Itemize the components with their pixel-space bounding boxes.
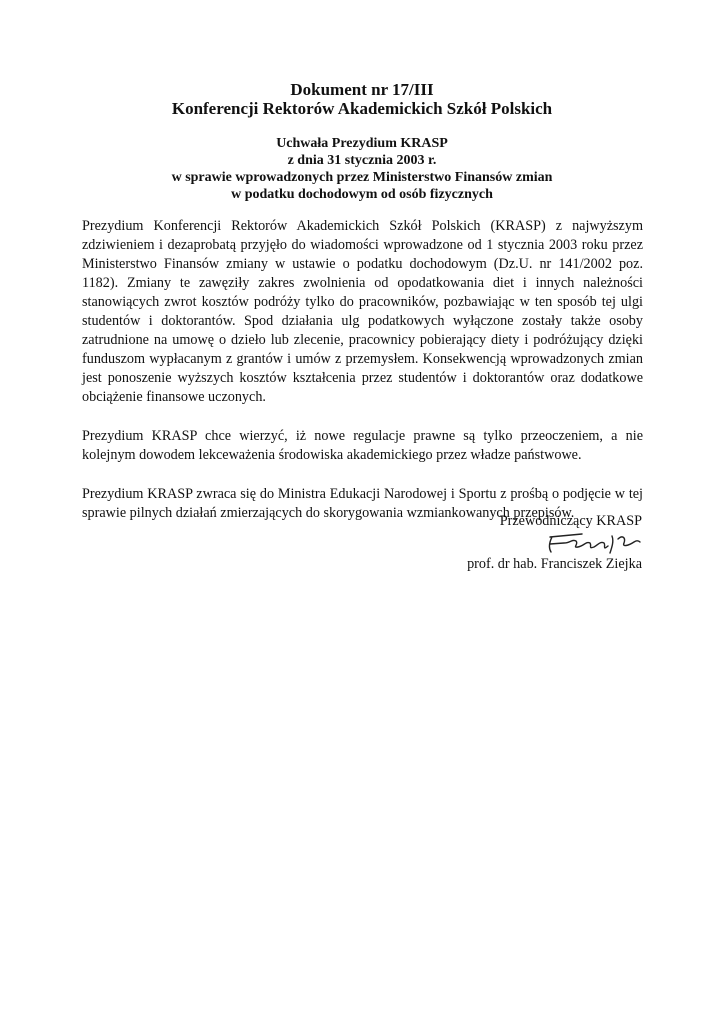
resolution-header [82,135,642,203]
resolution-title: Uchwała Prezydium KRASP [276,136,448,151]
organization-name: Konferencji Rektorów Akademickich Szkół Polskich [171,99,553,118]
signatory-role: Przewodniczący KRASP [499,513,642,529]
body-paragraph-1: Prezydium Konferencji Rektorów Akademickich Szkół Polskich (KRASP) z najwyższym zdziwieniem i dezaprobatą przyjęło do wiadomości wprowadzone od 1 stycznia 2003 roku przez Ministerstwo Finansów zmiany w ustawie o podatku dochodowym (Dz.U. nr 141/2002 poz. 1182). Zmiany te zawęziły zakres zwolnienia od opodatkowania diet i innych należności stanowiących zwrot kosztów podróży tylko do pracowników, pozbawiając w ten sposób tej ulgi studentów i doktorantów. Spod działania ulg podatkowych wyłączone zostały także osoby zatrudnione na umowę o dzieło lub zlecenie, pracownicy pobierający diety i podróżujący dzięki funduszom wypłacanym z grantów i umów z przemysłem. Konsekwencją wprowadzonych zmian jest ponoszenie wyższych kosztów kształcenia przez studentów i doktorantów oraz dodatkowe obciążenie finansowe uczonych. [82,218,643,405]
signatory-name: prof. dr hab. Franciszek Ziejka [467,556,642,572]
resolution-subject-line2: w podatku dochodowym od osób fizycznych [231,187,493,202]
resolution-subject-line1: w sprawie wprowadzonych przez Ministerstwo Finansów zmian [171,170,553,185]
document-header [82,80,642,118]
handwritten-signature [542,531,642,555]
document-number: Dokument nr 17/III [290,80,434,99]
signature-block [467,512,642,574]
body-paragraph-3: Prezydium KRASP zwraca się do Ministra Edukacji Narodowej i Sportu z prośbą o podjęcie w tej sprawie pilnych działań zmierzających do skorygowania wzmiankowanych przepisów. [82,486,643,521]
resolution-date: z dnia 31 stycznia 2003 r. [287,153,437,168]
document-body [82,217,643,523]
body-paragraph-2: Prezydium KRASP chce wierzyć, iż nowe regulacje prawne są tylko przeoczeniem, a nie kolejnym dowodem lekceważenia środowiska akademickiego przez władze państwowe. [82,428,643,463]
